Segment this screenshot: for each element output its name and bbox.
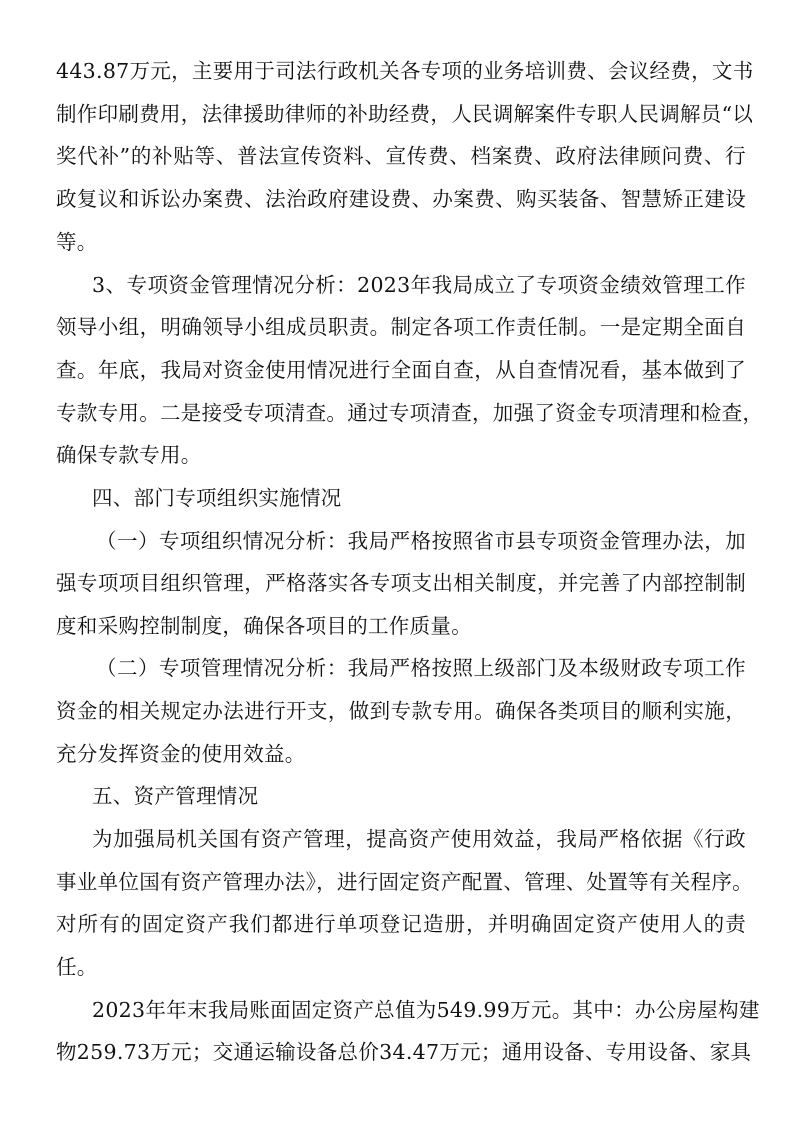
paragraph-line: 对所有的固定资产我们都进行单项登记造册，并明确固定资产使用人的责 [56, 912, 746, 936]
paragraph-line: 领导小组，明确领导小组成员职责。制定各项工作责任制。一是定期全面自 [56, 315, 746, 339]
paragraph-line: 专款专用。二是接受专项清查。通过专项清查，加强了资金专项清理和检查， [56, 401, 764, 425]
paragraph-line: 3、专项资金管理情况分析：2023年我局成立了专项资金绩效管理工作 [92, 273, 746, 297]
paragraph-line: （一）专项组织情况分析：我局严格按照省市县专项资金管理办法，加 [96, 529, 746, 553]
paragraph-line: 充分发挥资金的使用效益。 [56, 742, 306, 766]
paragraph-line: 资金的相关规定办法进行开支，做到专款专用。确保各类项目的顺利实施， [56, 699, 746, 723]
section-heading: 四、部门专项组织实施情况 [92, 486, 342, 510]
paragraph-line: 强专项项目组织管理，严格落实各专项支出相关制度，并完善了内部控制制 [56, 571, 746, 595]
paragraph-line: 物259.73万元；交通运输设备总价34.47万元；通用设备、专用设备、家具 [56, 1040, 752, 1064]
paragraph-line: 任。 [56, 955, 98, 979]
paragraph-line: 443.87万元，主要用于司法行政机关各专项的业务培训费、会议经费，文书 [56, 59, 754, 83]
paragraph-line: 度和采购控制制度，确保各项目的工作质量。 [56, 614, 472, 638]
paragraph-line: （二）专项管理情况分析：我局严格按照上级部门及本级财政专项工作 [96, 656, 746, 680]
paragraph-line: 制作印刷费用，法律援助律师的补助经费，人民调解案件专职人民调解员“以 [56, 102, 754, 126]
paragraph-line: 为加强局机关国有资产管理，提高资产使用效益，我局严格依据《行政 [92, 827, 746, 851]
section-heading: 五、资产管理情况 [92, 784, 259, 808]
paragraph-line: 奖代补”的补贴等、普法宣传资料、宣传费、档案费、政府法律顾问费、行 [56, 144, 746, 168]
paragraph-line: 2023年年末我局账面固定资产总值为549.99万元。其中：办公房屋构建 [92, 998, 760, 1022]
paragraph-line: 事业单位国有资产管理办法》，进行固定资产配置、管理、处置等有关程序。 [56, 870, 753, 894]
paragraph-line: 查。年底，我局对资金使用情况进行全面自查，从自查情况看，基本做到了 [56, 358, 746, 382]
paragraph-line: 确保专款专用。 [56, 443, 202, 467]
paragraph-line: 政复议和诉讼办案费、法治政府建设费、办案费、购买装备、智慧矫正建设 [56, 187, 746, 211]
paragraph-line: 等。 [56, 230, 98, 254]
